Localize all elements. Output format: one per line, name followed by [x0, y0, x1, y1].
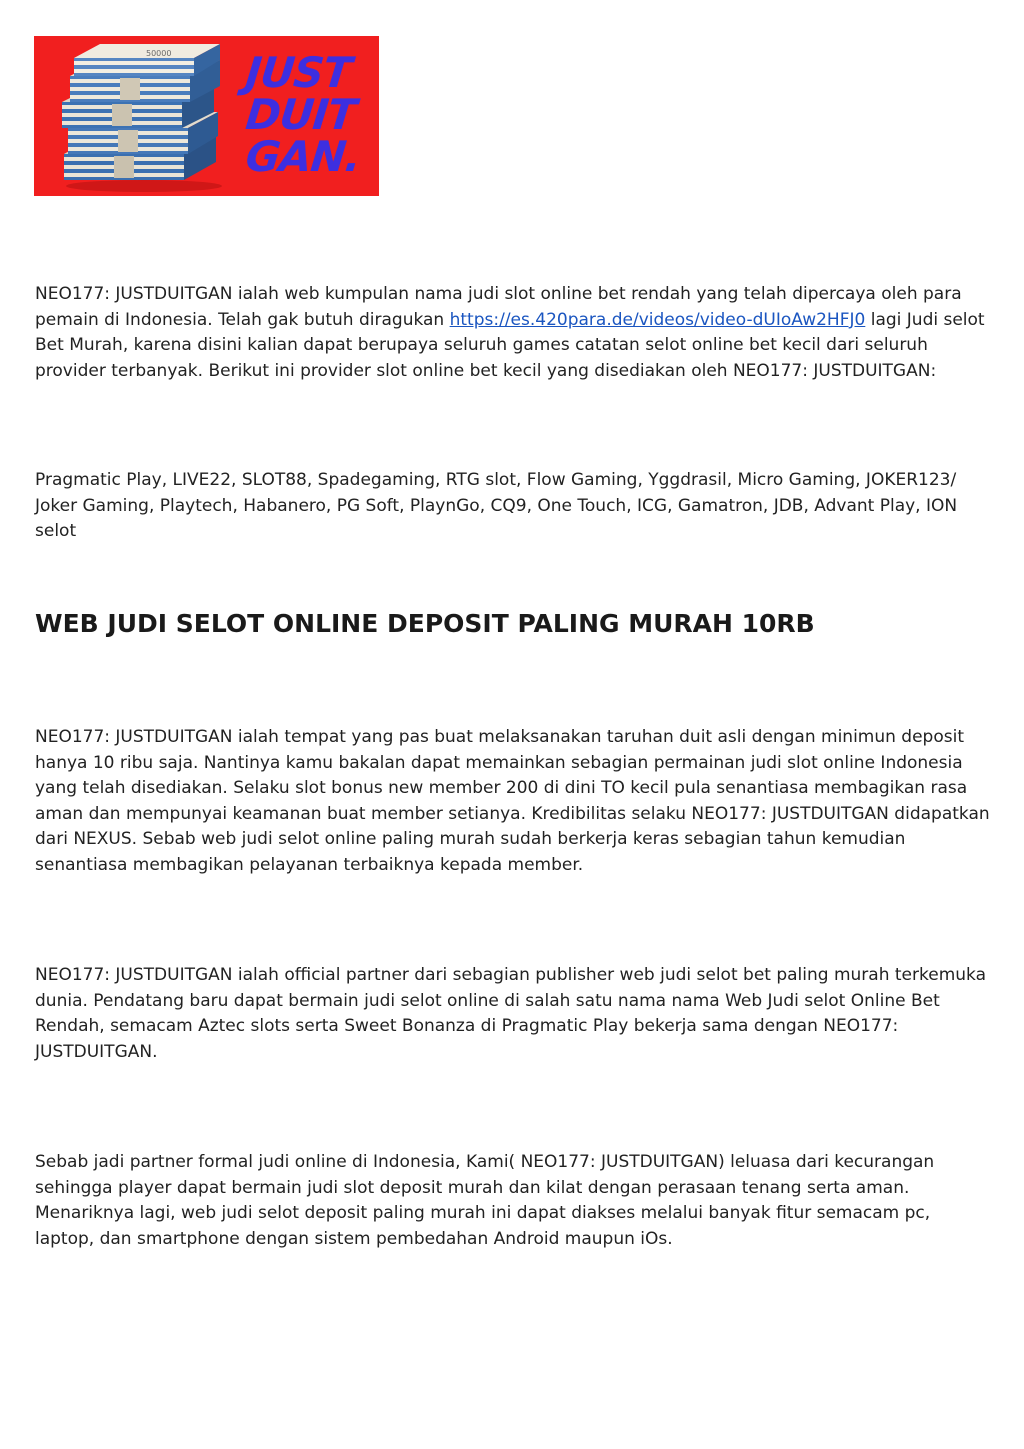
providers-paragraph: Pragmatic Play, LIVE22, SLOT88, Spadegaming, RTG slot, Flow Gaming, Yggdrasil, Micro Gaming, JOKER123/ Joker Gaming, Playtech, Habanero, PG Soft, PlaynGo, CQ9, One Touch, ICG, Gamatron, JDB, Advant Play, ION selot: [35, 470, 958, 541]
body-paragraph-1: NEO177: JUSTDUITGAN ialah tempat yang pas buat melaksanakan taruhan duit asli dengan minimun deposit hanya 10 ribu saja. Nantinya kamu bakalan dapat memainkan sebagian permainan judi slot online Indonesia yang telah disediakan. Selaku slot bonus new member 200 di dini TO kecil pula senantiasa membagikan rasa aman dan mempunyai keamanan buat member setianya. Kredibilitas selaku NEO177: JUSTDUITGAN didapatkan dari NEXUS. Sebab web judi selot online paling murah sudah berkerja keras sebagian tahun kemudian senantiasa membagikan pelayanan terbaiknya kepada member.: [35, 727, 990, 875]
intro-text-after-link: lagi Judi selot Bet Murah, karena disini kalian dapat berupaya seluruh games catatan selot online bet kecil dari seluruh provider terbanyak. Berikut ini provider slot online bet kecil yang disediakan oleh NEO177: JUSTDUITGAN:: [35, 309, 985, 381]
intro-paragraph: [35, 282, 993, 384]
video-link[interactable]: https://es.420para.de/videos/video-dUIoAw2HFJ0: [449, 309, 866, 330]
brand-logo: [34, 36, 379, 196]
logo-text-line-3: GAN.: [243, 132, 363, 181]
banknote-text: 50000: [146, 49, 172, 58]
intro-text-before-link: NEO177: JUSTDUITGAN ialah web kumpulan nama judi slot online bet rendah yang telah dipercaya oleh para pemain di Indonesia. Telah gak butuh diragukan: [35, 284, 962, 330]
section-heading: WEB JUDI SELOT ONLINE DEPOSIT PALING MURAH 10RB: [35, 609, 815, 638]
body-paragraph-2: NEO177: JUSTDUITGAN ialah official partner dari sebagian publisher web judi selot bet paling murah terkemuka dunia. Pendatang baru dapat bermain judi selot online di salah satu nama nama Web Judi selot Online Bet Rendah, semacam Aztec slots serta Sweet Bonanza di Pragmatic Play bekerja sama dengan NEO177: JUSTDUITGAN.: [35, 965, 987, 1062]
body-paragraph-3: Sebab jadi partner formal judi online di Indonesia, Kami( NEO177: JUSTDUITGAN) leluasa dari kecurangan sehingga player dapat bermain judi slot deposit murah dan kilat dengan perasaan tenang serta aman. Menariknya lagi, web judi selot deposit paling murah ini dapat diakses melalui banyak fitur semacam pc, laptop, dan smartphone dengan sistem pembedahan Android maupun iOs.: [35, 1152, 935, 1249]
logo-text-line-2: DUIT: [243, 90, 358, 139]
logo-text-line-1: JUST: [243, 48, 354, 97]
